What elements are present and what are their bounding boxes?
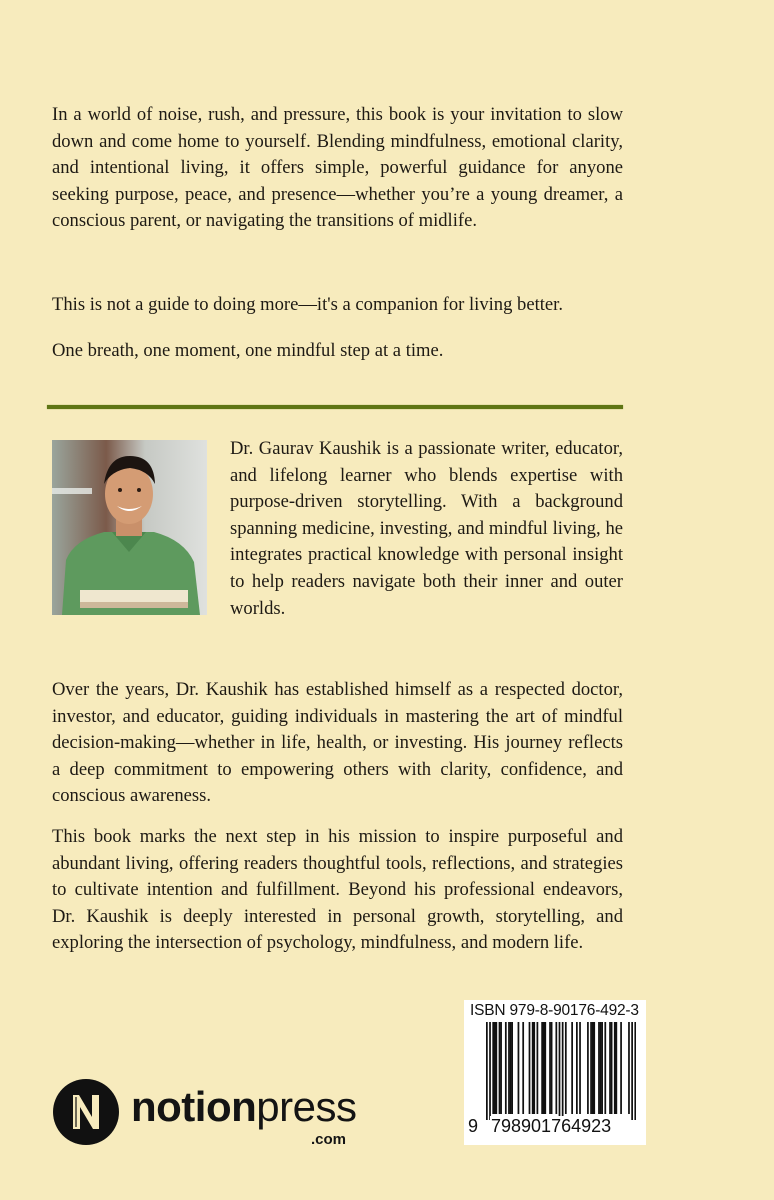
blurb-paragraph-tagline: This is not a guide to doing more—it's a companion for living better. xyxy=(52,294,563,315)
barcode-bar xyxy=(614,1022,616,1114)
barcode-bar xyxy=(592,1022,594,1114)
barcode-bar xyxy=(549,1022,551,1114)
barcode-bar xyxy=(579,1022,581,1114)
barcode-bar xyxy=(511,1022,513,1114)
barcode-bar xyxy=(551,1022,553,1114)
barcode-digits-main: 798901764923 xyxy=(491,1116,612,1136)
barcode-bar xyxy=(529,1022,531,1114)
barcode-bar xyxy=(543,1022,545,1114)
barcode-bar xyxy=(631,1022,633,1120)
publisher-name-light: press xyxy=(256,1083,357,1130)
barcode-bar xyxy=(593,1022,595,1114)
barcode-bar xyxy=(601,1022,603,1114)
barcode-bar xyxy=(494,1022,496,1114)
barcode-bar xyxy=(565,1022,567,1114)
barcode-bar xyxy=(499,1022,501,1114)
author-bio-mission: This book marks the next step in his mission to inspire purposeful and abundant living, offering readers thoughtful tools, reflections, and strategies to cultivate intention and fulfillment. Beyond his professional endeavors, Dr. Kaushik is deeply interested in personal growth, storytelling, and exploring the intersection of psychology, mindfulness, and modern life. xyxy=(52,826,623,954)
publisher-name-bold: notion xyxy=(131,1083,257,1130)
publisher-logo-mark-icon xyxy=(53,1079,119,1145)
barcode-bar xyxy=(505,1022,507,1114)
barcode-bar xyxy=(500,1022,502,1114)
section-divider xyxy=(47,405,623,409)
barcode-bar xyxy=(609,1022,611,1114)
barcode-bars xyxy=(486,1022,636,1120)
barcode-bar xyxy=(510,1022,512,1114)
barcode-bar xyxy=(533,1022,535,1114)
barcode-bar xyxy=(492,1022,494,1114)
barcode-bar xyxy=(486,1022,488,1120)
blurb-paragraph-closing: One breath, one moment, one mindful step at a time. xyxy=(52,340,444,361)
barcode-bar xyxy=(508,1022,510,1114)
isbn-label: ISBN 979-8-90176-492-3 xyxy=(470,1002,639,1019)
author-bio-career: Over the years, Dr. Kaushik has established himself as a respected doctor, investor, and educator, guiding individuals in mastering the art of mindful decision-making—whether in life, health, or investing. His journey reflects a deep commitment to empowering others with clarity, confidence, and conscious awareness. xyxy=(52,679,623,807)
barcode-digit-lead: 9 xyxy=(468,1116,479,1136)
barcode-bar xyxy=(541,1022,543,1114)
barcode-bar xyxy=(576,1022,578,1114)
barcode-bar xyxy=(600,1022,602,1114)
barcode-bar xyxy=(590,1022,592,1114)
barcode-bar xyxy=(562,1022,564,1120)
barcode-bar xyxy=(634,1022,636,1120)
barcode-bar xyxy=(598,1022,600,1114)
barcode-bar xyxy=(604,1022,606,1114)
author-photo xyxy=(52,440,207,615)
publisher-domain: .com xyxy=(311,1131,347,1148)
barcode-bar xyxy=(611,1022,613,1114)
barcode-bar xyxy=(544,1022,546,1114)
barcode-bar xyxy=(522,1022,524,1114)
barcode-bar xyxy=(628,1022,630,1114)
barcode-bar xyxy=(559,1022,561,1120)
isbn-barcode xyxy=(464,1000,646,1145)
barcode-bar xyxy=(532,1022,534,1114)
author-portrait-image xyxy=(52,440,207,615)
barcode-bar xyxy=(518,1022,520,1114)
barcode-bar xyxy=(571,1022,573,1114)
publisher-name xyxy=(131,1083,356,1131)
barcode-bar xyxy=(537,1022,539,1114)
barcode-bar xyxy=(615,1022,617,1114)
publisher-logo xyxy=(53,1079,373,1149)
blurb-paragraph-intro: In a world of noise, rush, and pressure, this book is your invitation to slow down and come home to yourself. Blending mindfulness, emotional clarity, and intentional living, it offers simple, powerful guidance for anyone seeking purpose, peace, and presence—whether you’re a young dreamer, a conscious parent, or navigating the transitions of midlife. xyxy=(52,104,623,232)
barcode-bar xyxy=(620,1022,622,1114)
barcode-bar xyxy=(555,1022,557,1114)
barcode-bar xyxy=(587,1022,589,1114)
author-bio-intro: Dr. Gaurav Kaushik is a passionate writer, educator, and lifelong learner who blends expertise with purpose-driven storytelling. With a background spanning medicine, investing, and mindful living, he integrates practical knowledge with personal insight to help readers navigate both their inner and outer worlds. xyxy=(230,438,623,619)
barcode-bar xyxy=(495,1022,497,1114)
barcode-bar xyxy=(489,1022,491,1120)
